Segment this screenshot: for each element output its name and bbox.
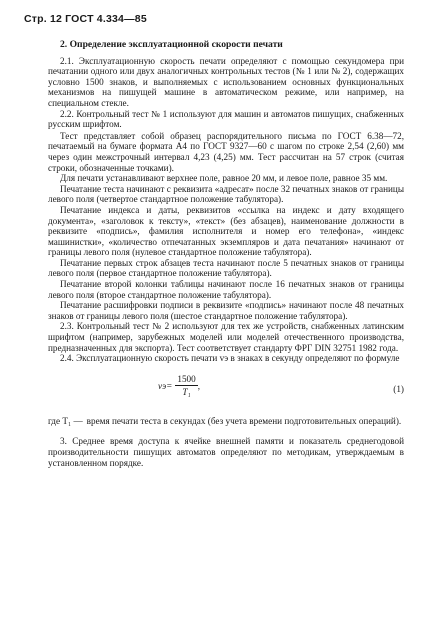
paragraph-test-description: Тест представляет собой образец распорядительного письма по ГОСТ 6.38—72, печатаемый на бумаге формата А4 по ГОСТ 9327—60 с шагом по строке 2,54 (2,60) мм через один межстрочный интервал 4,23 (4,25) мм. Тест рассчитан на 57 строк (считая строки, обозначенные точками). [48, 130, 404, 173]
paragraph-signature: Печатание расшифровки подписи в реквизите «подпись» начинают после 48 печатных знаков от границы левого поля (шестое стандартное положение табулятора). [48, 300, 404, 321]
paragraph-first-lines: Печатание первых строк абзацев теста начинают после 5 печатных знаков от границы левого поля (первое стандартное положение табулятора). [48, 257, 404, 279]
paragraph-start-addressee: Печатание теста начинают с реквизита «адресат» после 32 печатных знаков от границы левого поля (четвертое стандартное положение табулятора). [48, 183, 404, 205]
page-header: Стр. 12 ГОСТ 4.334—85 [24, 13, 147, 25]
formula-block [48, 368, 404, 412]
legend-text: время печати теста в секундах (без учета времени подготовительных операций). [86, 415, 402, 426]
formula-denominator: T₁ [182, 387, 191, 398]
paragraph-3: 3. Среднее время доступа к ячейке внешней памяти и показатель среднегодовой производительности пишущих автоматов определяют по методикам, утверждаемым в установленном порядке. [48, 436, 404, 468]
section-2-title: 2. Определение эксплуатационной скорости печати [60, 39, 283, 50]
paragraph-index-date: Печатание индекса и даты, реквизитов «ссылка на индекс и дату входящего документа», «заголовок к тексту», «текст» (без абзацев), наименование должности в реквизите «подпись», фамилия исполнителя и номер его телефона», «индекс машинистки», «количество отпечатанных экземпляров и дата печатания» начинают от границы левого поля (нулевое стандартное положение табулятора). [48, 204, 404, 258]
document-body [48, 40, 404, 468]
paragraph-second-column: Печатание второй колонки таблицы начинают после 16 печатных знаков от границы левого поля (второе стандартное положение табулятора). [48, 279, 404, 300]
paragraph-2-2: 2.2. Контрольный тест № 1 используют для машин и автоматов пишущих, снабженных русским шрифтом. [48, 108, 404, 130]
paragraph-2-4: 2.4. Эксплуатационную скорость печати vэ в знаках в секунду определяют по формуле [60, 353, 400, 364]
formula-numerator: 1500 [175, 374, 197, 387]
paragraph-2-1: 2.1. Эксплуатационную скорость печати определяют с помощью секундомера при печатании одного или двух аналогичных контрольных тестов (№ 1 или № 2), содержащих условно 1500 знаков, и выполняемых с использованием основных функциональных механизмов на пишущей машине в автоматическом режиме, или например, на специальном стекле. [48, 55, 404, 108]
formula-comma: , [197, 380, 201, 391]
legend-label: где T₁ — [48, 415, 83, 426]
formula-lhs: vэ= [158, 380, 173, 391]
formula-number: (1) [393, 383, 404, 394]
paragraph-margins: Для печати устанавливают верхнее поле, равное 20 мм, и левое поле, равное 35 мм. [60, 173, 388, 184]
formula-fraction [175, 374, 197, 398]
formula-legend [48, 416, 404, 427]
speed-formula [158, 374, 200, 398]
paragraph-2-3: 2.3. Контрольный тест № 2 используют для тех же устройств, снабженных латинским шрифтом (например, зарубежных моделей или моделей отечественного производства, предназначенных для экспорта). Тест соответствует стандарту ФРГ DIN 32751 1982 года. [48, 321, 404, 353]
